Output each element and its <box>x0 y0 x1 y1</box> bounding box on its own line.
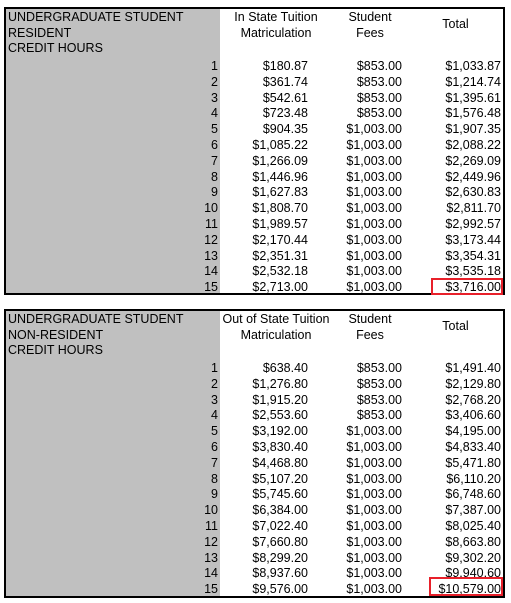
credit-hours-cell: 12 <box>204 534 218 549</box>
total-cell: $1,395.61 <box>445 90 501 105</box>
tuition-cell: $3,830.40 <box>252 439 308 454</box>
table-row <box>6 233 503 249</box>
credit-hours-cell: 15 <box>204 280 218 295</box>
fees-cell: $1,003.00 <box>346 439 402 454</box>
credit-hours-cell: 11 <box>205 216 218 231</box>
total-cell: $2,088.22 <box>445 137 501 152</box>
fees-cell: $1,003.00 <box>346 248 402 263</box>
credit-hours-cell: 1 <box>211 361 218 375</box>
table-row <box>6 408 503 424</box>
tuition-cell: $638.40 <box>262 361 308 375</box>
total-cell: $4,195.00 <box>445 424 501 439</box>
table-row <box>6 440 503 456</box>
total-cell: $7,387.00 <box>445 503 501 518</box>
tuition-cell: $2,351.31 <box>252 248 308 263</box>
table-row <box>6 122 503 138</box>
fees-cell: $1,003.00 <box>346 487 402 502</box>
credit-hours-cell: 11 <box>205 518 218 533</box>
fees-column-header: Student Fees <box>348 312 392 342</box>
credit-hours-cell: 3 <box>211 392 218 407</box>
total-cell: $6,110.20 <box>446 471 501 486</box>
total-cell: $2,811.70 <box>446 201 501 216</box>
credit-hours-label: CREDIT HOURS <box>8 343 103 357</box>
tuition-cell: $542.61 <box>262 90 308 105</box>
table-row <box>6 138 503 154</box>
tuition-cell: $8,937.60 <box>252 566 308 581</box>
total-cell: $1,033.87 <box>445 59 501 73</box>
tuition-cell: $1,085.22 <box>252 137 308 152</box>
fees-cell: $1,003.00 <box>346 264 402 279</box>
credit-hours-cell: 3 <box>211 90 218 105</box>
table-row <box>6 59 503 75</box>
tuition-cell: $1,446.96 <box>252 169 308 184</box>
tuition-cell: $180.87 <box>262 59 308 73</box>
credit-hours-cell: 8 <box>211 169 218 184</box>
tuition-cell: $6,384.00 <box>252 503 308 518</box>
credit-hours-cell: 14 <box>204 264 218 279</box>
tuition-cell: $723.48 <box>262 106 308 121</box>
total-cell: $3,535.18 <box>445 264 501 279</box>
fees-cell: $853.00 <box>356 74 402 89</box>
fees-column-header: Student Fees <box>348 10 392 40</box>
table-row <box>6 249 503 265</box>
table-row <box>6 91 503 107</box>
credit-hours-cell: 2 <box>211 376 218 391</box>
table-row <box>6 424 503 440</box>
table-row <box>6 551 503 567</box>
tuition-cell: $4,468.80 <box>252 455 308 470</box>
fees-cell: $853.00 <box>356 408 402 423</box>
credit-hours-cell: 13 <box>204 550 218 565</box>
fees-cell: $1,003.00 <box>346 424 402 439</box>
credit-hours-cell: 4 <box>211 106 218 121</box>
total-cell: $1,576.48 <box>445 106 501 121</box>
highlight-box-nonresident-total <box>429 577 503 596</box>
total-cell: $8,663.80 <box>445 534 501 549</box>
tuition-cell: $2,170.44 <box>252 232 308 247</box>
fees-cell: $853.00 <box>356 392 402 407</box>
fees-cell: $1,003.00 <box>346 471 402 486</box>
fees-cell: $1,003.00 <box>346 216 402 231</box>
tuition-cell: $361.74 <box>262 74 308 89</box>
total-cell: $2,630.83 <box>445 185 501 200</box>
credit-hours-cell: 6 <box>211 439 218 454</box>
student-type-label: UNDERGRADUATE STUDENT <box>8 10 184 24</box>
fees-cell: $1,003.00 <box>346 122 402 137</box>
fees-cell: $1,003.00 <box>346 137 402 152</box>
fees-cell: $1,003.00 <box>346 534 402 549</box>
highlight-box-resident-total <box>431 278 503 295</box>
credit-hours-cell: 5 <box>211 424 218 439</box>
table-row <box>6 264 503 280</box>
total-cell: $2,129.80 <box>445 376 501 391</box>
table-row <box>6 201 503 217</box>
fees-cell: $1,003.00 <box>346 582 402 597</box>
credit-hours-cell: 8 <box>211 471 218 486</box>
credit-hours-cell: 10 <box>204 201 218 216</box>
credit-hours-cell: 6 <box>211 137 218 152</box>
total-cell: $3,354.31 <box>445 248 501 263</box>
table-body <box>6 361 503 598</box>
resident-tuition-table <box>4 7 505 295</box>
tuition-column-header: Out of State Tuition Matriculation <box>222 312 330 342</box>
table-body <box>6 59 503 296</box>
table-row <box>6 503 503 519</box>
fees-cell: $853.00 <box>356 376 402 391</box>
credit-hours-cell: 7 <box>211 455 218 470</box>
table-row <box>6 393 503 409</box>
credit-hours-cell: 15 <box>204 582 218 597</box>
table-row <box>6 185 503 201</box>
residency-label: NON-RESIDENT <box>8 327 104 342</box>
table-row <box>6 472 503 488</box>
student-type-label: UNDERGRADUATE STUDENT <box>8 312 184 326</box>
fees-cell: $1,003.00 <box>346 153 402 168</box>
table-row <box>6 170 503 186</box>
credit-hours-cell: 5 <box>211 122 218 137</box>
total-column-header: Total <box>442 319 469 333</box>
credit-hours-cell: 9 <box>211 487 218 502</box>
fees-cell: $1,003.00 <box>346 503 402 518</box>
total-cell: $1,491.40 <box>445 361 501 375</box>
total-cell: $5,471.80 <box>445 455 501 470</box>
table-row <box>6 106 503 122</box>
tuition-cell: $2,553.60 <box>252 408 308 423</box>
total-cell: $3,173.44 <box>445 232 501 247</box>
tuition-cell: $904.35 <box>262 122 308 137</box>
tuition-cell: $5,107.20 <box>252 471 308 486</box>
fees-cell: $1,003.00 <box>346 280 402 295</box>
credit-hours-label: CREDIT HOURS <box>8 41 103 55</box>
total-cell: $2,768.20 <box>445 392 501 407</box>
total-cell: $1,907.35 <box>445 122 501 137</box>
table-row <box>6 361 503 377</box>
table-row <box>6 456 503 472</box>
total-cell: $2,449.96 <box>445 169 501 184</box>
table-row <box>6 487 503 503</box>
total-cell: $9,302.20 <box>445 550 501 565</box>
credit-hours-cell: 12 <box>204 232 218 247</box>
tuition-cell: $1,989.57 <box>252 216 308 231</box>
table-row <box>6 519 503 535</box>
credit-hours-cell: 4 <box>211 408 218 423</box>
table-row <box>6 377 503 393</box>
credit-hours-cell: 1 <box>211 59 218 73</box>
table-row-header <box>8 10 183 57</box>
fees-cell: $1,003.00 <box>346 185 402 200</box>
residency-label: RESIDENT <box>8 25 72 40</box>
fees-cell: $1,003.00 <box>346 550 402 565</box>
fees-cell: $1,003.00 <box>346 566 402 581</box>
credit-hours-cell: 14 <box>204 566 218 581</box>
tuition-cell: $1,276.80 <box>252 376 308 391</box>
table-row <box>6 75 503 91</box>
credit-hours-cell: 10 <box>204 503 218 518</box>
table-row <box>6 217 503 233</box>
tuition-cell: $1,266.09 <box>252 153 308 168</box>
tuition-cell: $8,299.20 <box>252 550 308 565</box>
tuition-cell: $1,808.70 <box>252 201 308 216</box>
tuition-cell: $9,576.00 <box>252 582 308 597</box>
tuition-cell: $2,713.00 <box>252 280 308 295</box>
total-cell: $2,992.57 <box>445 216 501 231</box>
fees-cell: $1,003.00 <box>346 201 402 216</box>
total-cell: $4,833.40 <box>445 439 501 454</box>
fees-cell: $1,003.00 <box>346 232 402 247</box>
total-cell: $9,940.60 <box>445 566 501 581</box>
credit-hours-cell: 7 <box>211 153 218 168</box>
fees-cell: $853.00 <box>356 361 402 375</box>
tuition-cell: $3,192.00 <box>252 424 308 439</box>
table-row-header <box>8 312 183 359</box>
tuition-cell: $1,915.20 <box>252 392 308 407</box>
tuition-cell: $7,022.40 <box>252 518 308 533</box>
tuition-cell: $5,745.60 <box>252 487 308 502</box>
fees-cell: $1,003.00 <box>346 455 402 470</box>
non-resident-tuition-table <box>4 309 505 598</box>
credit-hours-cell: 9 <box>211 185 218 200</box>
tuition-cell: $1,627.83 <box>252 185 308 200</box>
total-cell: $3,716.00 <box>445 280 501 295</box>
credit-hours-cell: 13 <box>204 248 218 263</box>
table-row <box>6 280 503 296</box>
table-row <box>6 154 503 170</box>
tuition-cell: $7,660.80 <box>252 534 308 549</box>
credit-hours-cell: 2 <box>211 74 218 89</box>
total-cell: $3,406.60 <box>445 408 501 423</box>
total-cell: $6,748.60 <box>445 487 501 502</box>
total-cell: $1,214.74 <box>445 74 501 89</box>
fees-cell: $853.00 <box>356 59 402 73</box>
total-column-header: Total <box>442 17 469 31</box>
total-cell: $8,025.40 <box>445 518 501 533</box>
total-cell: $10,579.00 <box>438 582 501 597</box>
fees-cell: $1,003.00 <box>346 518 402 533</box>
fees-cell: $1,003.00 <box>346 169 402 184</box>
table-row <box>6 535 503 551</box>
tuition-cell: $2,532.18 <box>252 264 308 279</box>
total-cell: $2,269.09 <box>445 153 501 168</box>
fees-cell: $853.00 <box>356 106 402 121</box>
fees-cell: $853.00 <box>356 90 402 105</box>
tuition-column-header: In State Tuition Matriculation <box>234 10 318 40</box>
